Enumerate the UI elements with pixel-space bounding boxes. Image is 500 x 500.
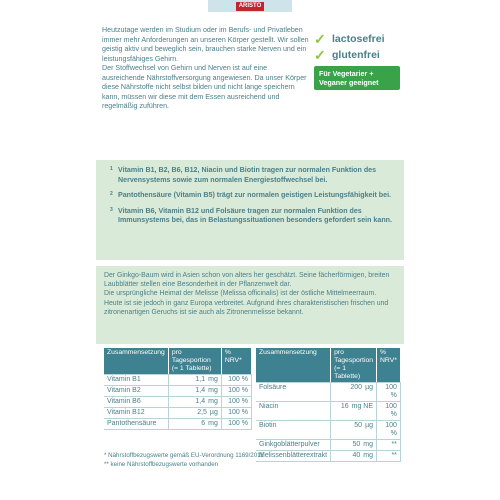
gingko-paragraph: Der Ginkgo-Baum wird in Asien schon von alters her geschätzt. Seine fächerförmigen, breiten Laubblätter stellen eine Besonderheit in der Pflanzenwelt dar. bbox=[104, 272, 390, 289]
cell-amount bbox=[168, 397, 221, 408]
cell-ingredient: Biotin bbox=[256, 421, 331, 440]
claim-text: Vitamin B6, Vitamin B12 und Folsäure tragen zur normalen Funktion des Immunsystems bei, das in Belastungssituationen besonders gefordert sein kann. bbox=[118, 206, 392, 224]
amount-value: 1,4 bbox=[195, 398, 206, 405]
cell-amount bbox=[168, 386, 221, 397]
table-row bbox=[256, 421, 400, 440]
cell-ingredient: Melissenblätterextrakt bbox=[256, 451, 331, 462]
amount-unit: mg bbox=[208, 387, 218, 394]
cell-amount bbox=[331, 440, 377, 451]
table-row bbox=[256, 383, 400, 402]
cell-ingredient: Vitamin B12 bbox=[104, 408, 168, 419]
check-icon: ✓ bbox=[314, 47, 326, 63]
footnotes bbox=[104, 452, 264, 469]
header-daily-portion: pro Tagesportion (= 1 Tablette) bbox=[168, 348, 221, 375]
cell-nrv: 100 % bbox=[221, 386, 251, 397]
cell-nrv: ** bbox=[377, 451, 401, 462]
badge-label: glutenfrei bbox=[332, 49, 380, 61]
badge-lactosefrei bbox=[314, 32, 400, 46]
cell-amount bbox=[168, 408, 221, 419]
health-claims-box bbox=[96, 160, 404, 260]
table-row bbox=[256, 451, 400, 462]
amount-value: 6 bbox=[201, 420, 206, 427]
cell-ingredient: Vitamin B6 bbox=[104, 397, 168, 408]
header-daily-portion: pro Tagesportion (= 1 Tablette) bbox=[331, 348, 377, 383]
table-row bbox=[256, 402, 400, 421]
amount-value: 16 bbox=[340, 403, 349, 410]
amount-value: 1,4 bbox=[195, 387, 206, 394]
amount-unit: mg NE bbox=[351, 403, 374, 410]
amount-value: 50 bbox=[354, 422, 363, 429]
header-composition: Zusammensetzung bbox=[104, 348, 168, 375]
cell-amount bbox=[331, 402, 377, 421]
badge-glutenfrei bbox=[314, 48, 400, 62]
cell-amount bbox=[168, 375, 221, 386]
back-panel bbox=[96, 12, 404, 500]
amount-unit: µg bbox=[365, 384, 374, 391]
claim-number: 2 bbox=[110, 191, 113, 197]
cell-ingredient: Vitamin B2 bbox=[104, 386, 168, 397]
check-icon: ✓ bbox=[314, 31, 326, 47]
brand-strip: ARISTO bbox=[236, 2, 264, 11]
intro-paragraph-2: Der Stoffwechsel von Gehirn und Nerven ist auf eine ausreichende Nährstoffversorgung angewiesen. Da unser Körper diese Nährstoffe nicht selbst bilden und nicht lange speichern kann, müssen wir diese mit dem Essen ausreichend und regelmäßig zuführen. bbox=[102, 64, 307, 110]
cell-amount bbox=[331, 383, 377, 402]
intro-paragraph-1: Heutzutage werden im Studium oder im Berufs- und Privatleben immer mehr Anforderungen an unseren Körper gestellt. Wir sollen geistig aktiv und beweglich sein, brauchen starke Nerven und ein leistungsfähiges Gehirn. bbox=[102, 26, 309, 63]
cell-amount bbox=[331, 421, 377, 440]
header-nrv: % NRV* bbox=[221, 348, 251, 375]
amount-unit: mg bbox=[363, 441, 374, 448]
table-row bbox=[104, 386, 252, 397]
amount-value: 40 bbox=[352, 452, 361, 459]
table-header-row bbox=[256, 348, 400, 383]
cell-ingredient: Ginkgoblätterpulver bbox=[256, 440, 331, 451]
footnote-no-nrv: ** keine Nährstoffbezugswerte vorhanden bbox=[104, 460, 219, 468]
amount-unit: mg bbox=[208, 376, 218, 383]
cell-nrv: 100 % bbox=[221, 408, 251, 419]
amount-unit: µg bbox=[365, 422, 374, 429]
header-composition: Zusammensetzung bbox=[256, 348, 331, 383]
table-header-row bbox=[104, 348, 252, 375]
amount-value: 2,5 bbox=[197, 409, 207, 416]
claim-item bbox=[110, 166, 396, 185]
table-row bbox=[104, 397, 252, 408]
amount-unit: mg bbox=[208, 420, 218, 427]
cell-ingredient: Niacin bbox=[256, 402, 331, 421]
cell-nrv: 100 % bbox=[377, 421, 401, 440]
amount-value: 200 bbox=[350, 384, 363, 391]
cell-amount bbox=[331, 451, 377, 462]
claim-number: 3 bbox=[110, 206, 113, 213]
amount-value: 50 bbox=[352, 441, 361, 448]
amount-unit: mg bbox=[208, 398, 218, 405]
claim-item bbox=[110, 207, 396, 226]
cell-nrv: 100 % bbox=[221, 397, 251, 408]
footnote-nrv: * Nährstoffbezugswerte gemäß EU-Verordnung 1169/2011 bbox=[104, 452, 264, 459]
badge-label: lactosefrei bbox=[332, 33, 385, 45]
melisse-paragraph: Die ursprüngliche Heimat der Melisse (Melissa officinalis) ist der östliche Mittelmeerraum. Heute ist sie jedoch in ganz Europa verbreitet. Aufgrund ihres charakteristischen frischen und zitronenartigen Geruchs ist sie auch als Zitronenmelisse bekannt. bbox=[104, 290, 389, 316]
plant-info-box bbox=[96, 266, 404, 344]
cell-nrv: ** bbox=[377, 440, 401, 451]
header-nrv: % NRV* bbox=[377, 348, 401, 383]
intro-text bbox=[102, 26, 310, 112]
cell-nrv: 100 % bbox=[221, 419, 251, 430]
table-row bbox=[104, 408, 252, 419]
claim-text: Vitamin B1, B2, B6, B12, Niacin und Biotin tragen zur normalen Funktion des Nervensystems sowie zum normalen Energiestoffwechsel bei. bbox=[118, 166, 377, 184]
cell-amount bbox=[168, 419, 221, 430]
table-row bbox=[104, 419, 252, 430]
badge-block bbox=[314, 32, 400, 90]
amount-unit: mg bbox=[363, 452, 374, 459]
cell-nrv: 100 % bbox=[377, 383, 401, 402]
package-back bbox=[90, 0, 410, 500]
nutrition-table-left bbox=[104, 348, 252, 430]
table-row bbox=[104, 375, 252, 386]
table-row bbox=[256, 440, 400, 451]
claim-text: Pantothensäure (Vitamin B5) trägt zur normalen geistigen Leistungsfähigkeit bei. bbox=[118, 191, 392, 199]
cell-ingredient: Pantothensäure bbox=[104, 419, 168, 430]
cell-nrv: 100 % bbox=[221, 375, 251, 386]
nutrition-table-right bbox=[256, 348, 401, 462]
cell-ingredient: Vitamin B1 bbox=[104, 375, 168, 386]
amount-value: 1,1 bbox=[195, 376, 206, 383]
claim-number: 1 bbox=[110, 166, 113, 172]
amount-unit: µg bbox=[209, 409, 218, 416]
claim-item bbox=[110, 191, 396, 201]
vegan-badge: Für Vegetarier + Veganer geeignet bbox=[314, 66, 400, 90]
cell-nrv: 100 % bbox=[377, 402, 401, 421]
cell-ingredient: Folsäure bbox=[256, 383, 331, 402]
